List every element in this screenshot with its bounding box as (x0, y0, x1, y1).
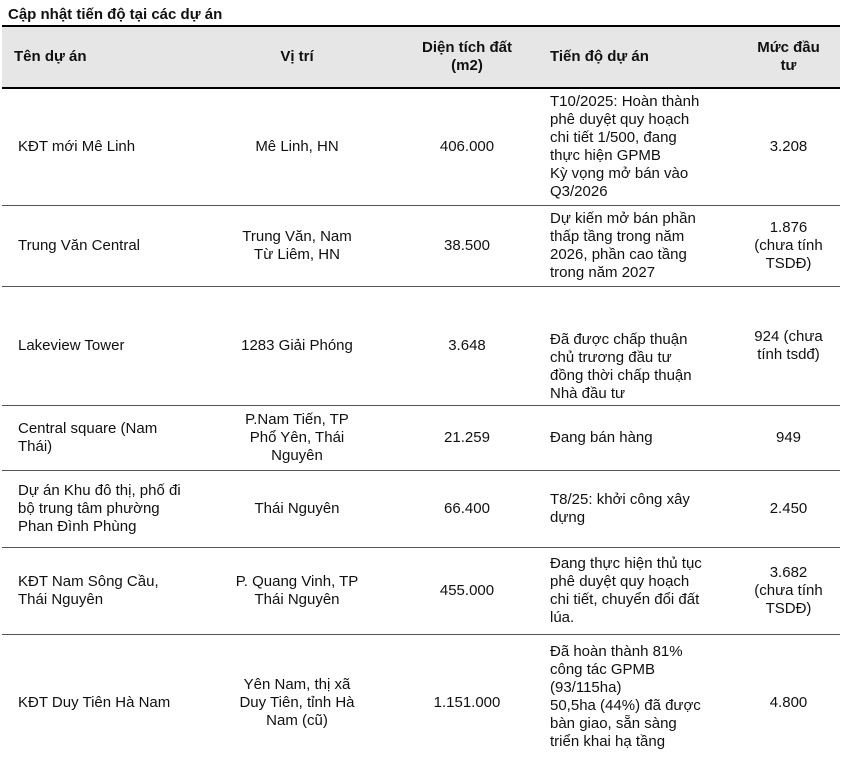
project-area: 3.648 (448, 337, 486, 354)
project-location: P.Nam Tiến, TP Phổ Yên, Thái Nguyên (245, 411, 349, 464)
project-area: 66.400 (444, 500, 490, 517)
project-location: P. Quang Vinh, TP Thái Nguyên (235, 573, 359, 608)
header-land-area: Diện tích đất (m2) (421, 39, 512, 74)
project-location: Thái Nguyên (254, 500, 340, 517)
table-row (2, 89, 840, 206)
table-row (2, 406, 840, 471)
project-name: Trung Văn Central (18, 237, 141, 254)
project-investment: 4.800 (769, 694, 808, 711)
project-name: KĐT mới Mê Linh (18, 138, 136, 155)
project-name: Lakeview Tower (18, 337, 125, 354)
project-progress: T8/25: khởi công xây dựng (550, 491, 690, 526)
header-project-name: Tên dự án (14, 48, 87, 65)
project-area: 1.151.000 (433, 694, 501, 711)
table-header (2, 27, 840, 89)
project-area: 455.000 (439, 582, 495, 599)
project-location: Yên Nam, thị xã Duy Tiên, tỉnh Hà Nam (cũ) (239, 676, 355, 729)
project-progress: Đã hoàn thành 81% công tác GPMB (93/115ha) 50,5ha (44%) đã được bàn giao, sẵn sàng triển khai hạ tầng (550, 643, 701, 750)
project-location: Trung Văn, Nam Từ Liêm, HN (242, 228, 352, 263)
project-progress: Đã được chấp thuận chủ trương đầu tư đồng thời chấp thuận Nhà đầu tư (550, 331, 692, 402)
table-row (2, 548, 840, 635)
table-row (2, 640, 840, 766)
project-investment: 1.876 (chưa tính TSDĐ) (754, 219, 823, 272)
project-area: 21.259 (444, 429, 490, 446)
project-location: 1283 Giải Phóng (241, 337, 353, 354)
project-name: KĐT Duy Tiên Hà Nam (18, 694, 171, 711)
header-investment: Mức đầu tư (757, 39, 820, 74)
project-name: KĐT Nam Sông Cầu, Thái Nguyên (18, 573, 159, 608)
header-progress: Tiến độ dự án (550, 48, 649, 65)
project-name: Dự án Khu đô thị, phố đi bộ trung tâm phường Phan Đình Phùng (18, 482, 181, 535)
project-investment: 3.208 (769, 138, 808, 155)
table-row (2, 471, 840, 548)
project-investment: 924 (chưa tính tsdđ) (754, 328, 823, 363)
project-progress: Đang bán hàng (550, 429, 653, 446)
table-row (2, 206, 840, 287)
project-investment: 3.682 (chưa tính TSDĐ) (754, 564, 823, 617)
project-investment: 2.450 (769, 500, 808, 517)
header-location: Vị trí (280, 48, 314, 65)
project-progress: Dự kiến mở bán phần thấp tầng trong năm 2026, phần cao tầng trong năm 2027 (550, 210, 696, 281)
project-investment: 949 (775, 429, 802, 446)
project-area: 406.000 (439, 138, 495, 155)
project-location: Mê Linh, HN (255, 138, 339, 155)
project-progress: Đang thực hiện thủ tục phê duyệt quy hoạch chi tiết, chuyển đổi đất lúa. (550, 555, 702, 626)
project-name: Central square (Nam Thái) (18, 420, 158, 455)
project-progress: T10/2025: Hoàn thành phê duyệt quy hoạch chi tiết 1/500, đang thực hiện GPMB Kỳ vọng mở bán vào Q3/2026 (550, 93, 700, 200)
project-area: 38.500 (444, 237, 490, 254)
table-title: Cập nhật tiến độ tại các dự án (8, 6, 223, 23)
table-row (2, 287, 840, 406)
